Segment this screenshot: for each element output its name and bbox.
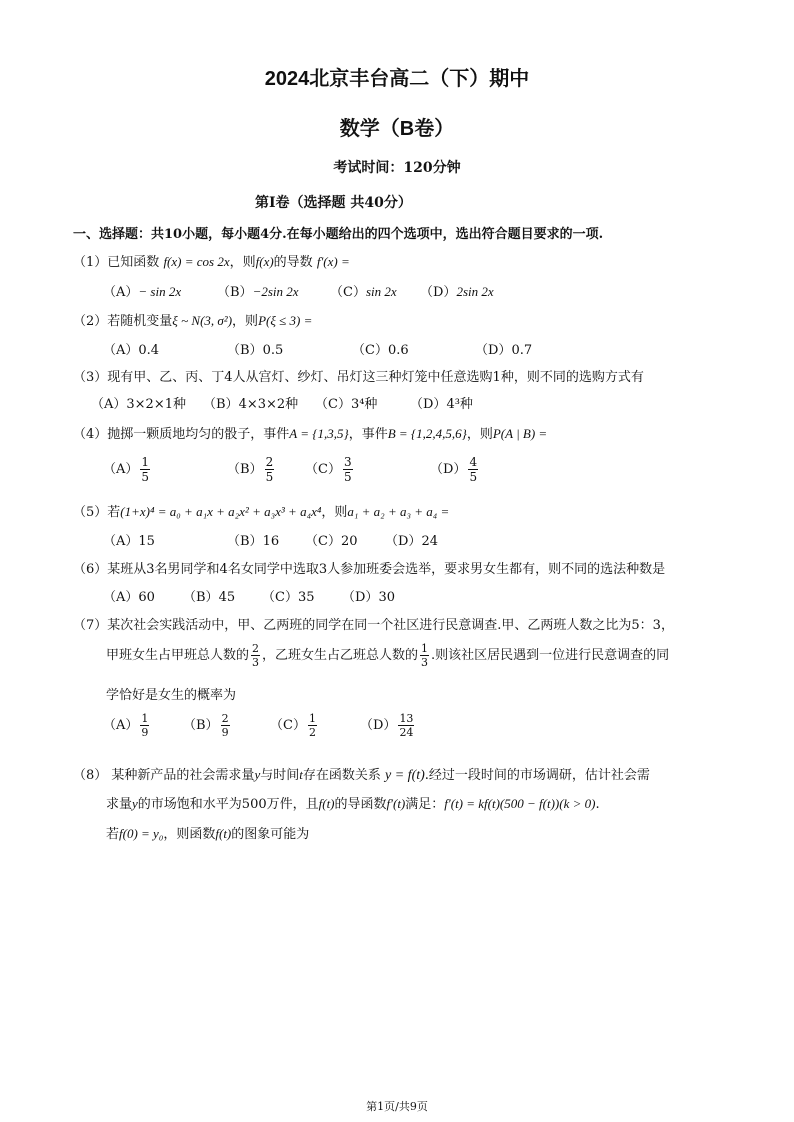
q7-option-b: （B） $\frac{2}{9}$ (183, 712, 229, 739)
q5-option-a: （A）15 (103, 534, 155, 549)
q7-option-c: （C） $\frac{1}{2}$ (270, 712, 316, 739)
question-7-line1: （7）某次社会实践活动中，甲、乙两班的同学在同一个社区进行民意调查.甲、乙两班人数之比为5：3， (73, 618, 674, 633)
exam-time: 考试时间：120分钟 (333, 160, 461, 176)
q6-option-a: （A）60 (103, 590, 155, 605)
q4-option-d: （D） $\frac{4}{5}$ (430, 455, 478, 484)
question-7-line2: 甲班女生占甲班总人数的 $\frac{2}{3}$ ，乙班女生占乙班总人数的 $\frac{1}{3}$ .则该社区居民遇到一位进行民意调查的同 (106, 642, 670, 669)
document-title: 2024北京丰台高二（下）期中 (264, 68, 530, 90)
question-4: （4）抛掷一颗质地均匀的骰子，事件A = {1,3,5}，事件B = {1,2,4,5,6}，则P(A | B) = (73, 426, 548, 442)
q5-option-c: （C）20 (305, 534, 358, 549)
q6-option-c: （C）35 (262, 590, 315, 605)
question-1: （1）已知函数 f(x) = cos 2x，则f(x)的导数 f′(x) = (73, 254, 350, 270)
question-8-line3: 若f(0) = y₀，则函数f(t)的图象可能为 (106, 826, 310, 842)
question-3: （3）现有甲、乙、丙、丁4人从宫灯、纱灯、吊灯这三种灯笼中任意选购1种，则不同的选购方式有 (73, 370, 644, 385)
question-6: （6）某班从3名男同学和4名女同学中选取3人参加班委会选举，要求男女生都有，则不同的选法种数是 (73, 562, 666, 577)
q1-number: （1） (73, 255, 108, 270)
page-footer: 第1页/共9页 (366, 1100, 428, 1113)
q5-option-b: （B）16 (227, 534, 280, 549)
question-7-line3: 学恰好是女生的概率为 (106, 688, 237, 703)
q3-option-c: （C）3⁴种 (315, 397, 378, 412)
q6-option-b: （B）45 (183, 590, 236, 605)
q1-function: f(x) = cos 2x (163, 254, 230, 269)
q2-option-a: （A）0.4 (103, 343, 160, 358)
subject-title: 数学（B卷） (339, 118, 455, 140)
q1-derivative: f′(x) = (316, 254, 350, 269)
question-5: （5）若(1+x)⁴ = a₀ + a₁x + a₂x² + a₃x³ + a₄x⁴，则a₁ + a₂ + a₃ + a₄ = (73, 504, 450, 520)
q2-option-d: （D）0.7 (475, 343, 533, 358)
q3-option-a: （A）3×2×1种 (91, 397, 186, 412)
question-8-line1: （8） 某种新产品的社会需求量y与时间t存在函数关系 y = f(t).经过一段时间的市场调研，估计社会需 (73, 767, 650, 783)
q7-option-d: （D） $\frac{13}{24}$ (360, 712, 414, 739)
question-2: （2）若随机变量ξ ~ N(3, σ²)，则P(ξ ≤ 3) = (73, 313, 313, 329)
part1-instructions: 一、选择题：共10小题，每小题4分.在每小题给出的四个选项中，选出符合题目要求的一项. (73, 227, 604, 242)
q2-option-b: （B）0.5 (227, 343, 284, 358)
q4-option-b: （B） $\frac{2}{5}$ (227, 455, 274, 484)
q3-option-d: （D）4³种 (410, 397, 473, 412)
q1-option-c: （C）sin 2x (330, 284, 397, 300)
q1-option-a: （A）− sin 2x (103, 284, 182, 300)
q3-option-b: （B）4×3×2种 (203, 397, 299, 412)
q6-option-d: （D）30 (342, 590, 395, 605)
q7-option-a: （A） $\frac{1}{9}$ (103, 712, 149, 739)
q2-option-c: （C）0.6 (352, 343, 409, 358)
q5-option-d: （D）24 (385, 534, 438, 549)
q4-option-c: （C） $\frac{3}{5}$ (305, 455, 352, 484)
part1-heading: 第I卷（选择题 共40分） (255, 195, 412, 211)
question-8-line2: 求量y的市场饱和水平为500万件，且f(t)的导函数f′(t)满足：f′(t) = kf(t)(500 − f(t))(k > 0). (106, 796, 600, 812)
q1-option-d: （D）2sin 2x (420, 284, 494, 300)
q1-option-b: （B）−2sin 2x (217, 284, 299, 300)
q4-option-a: （A） $\frac{1}{5}$ (103, 455, 150, 484)
